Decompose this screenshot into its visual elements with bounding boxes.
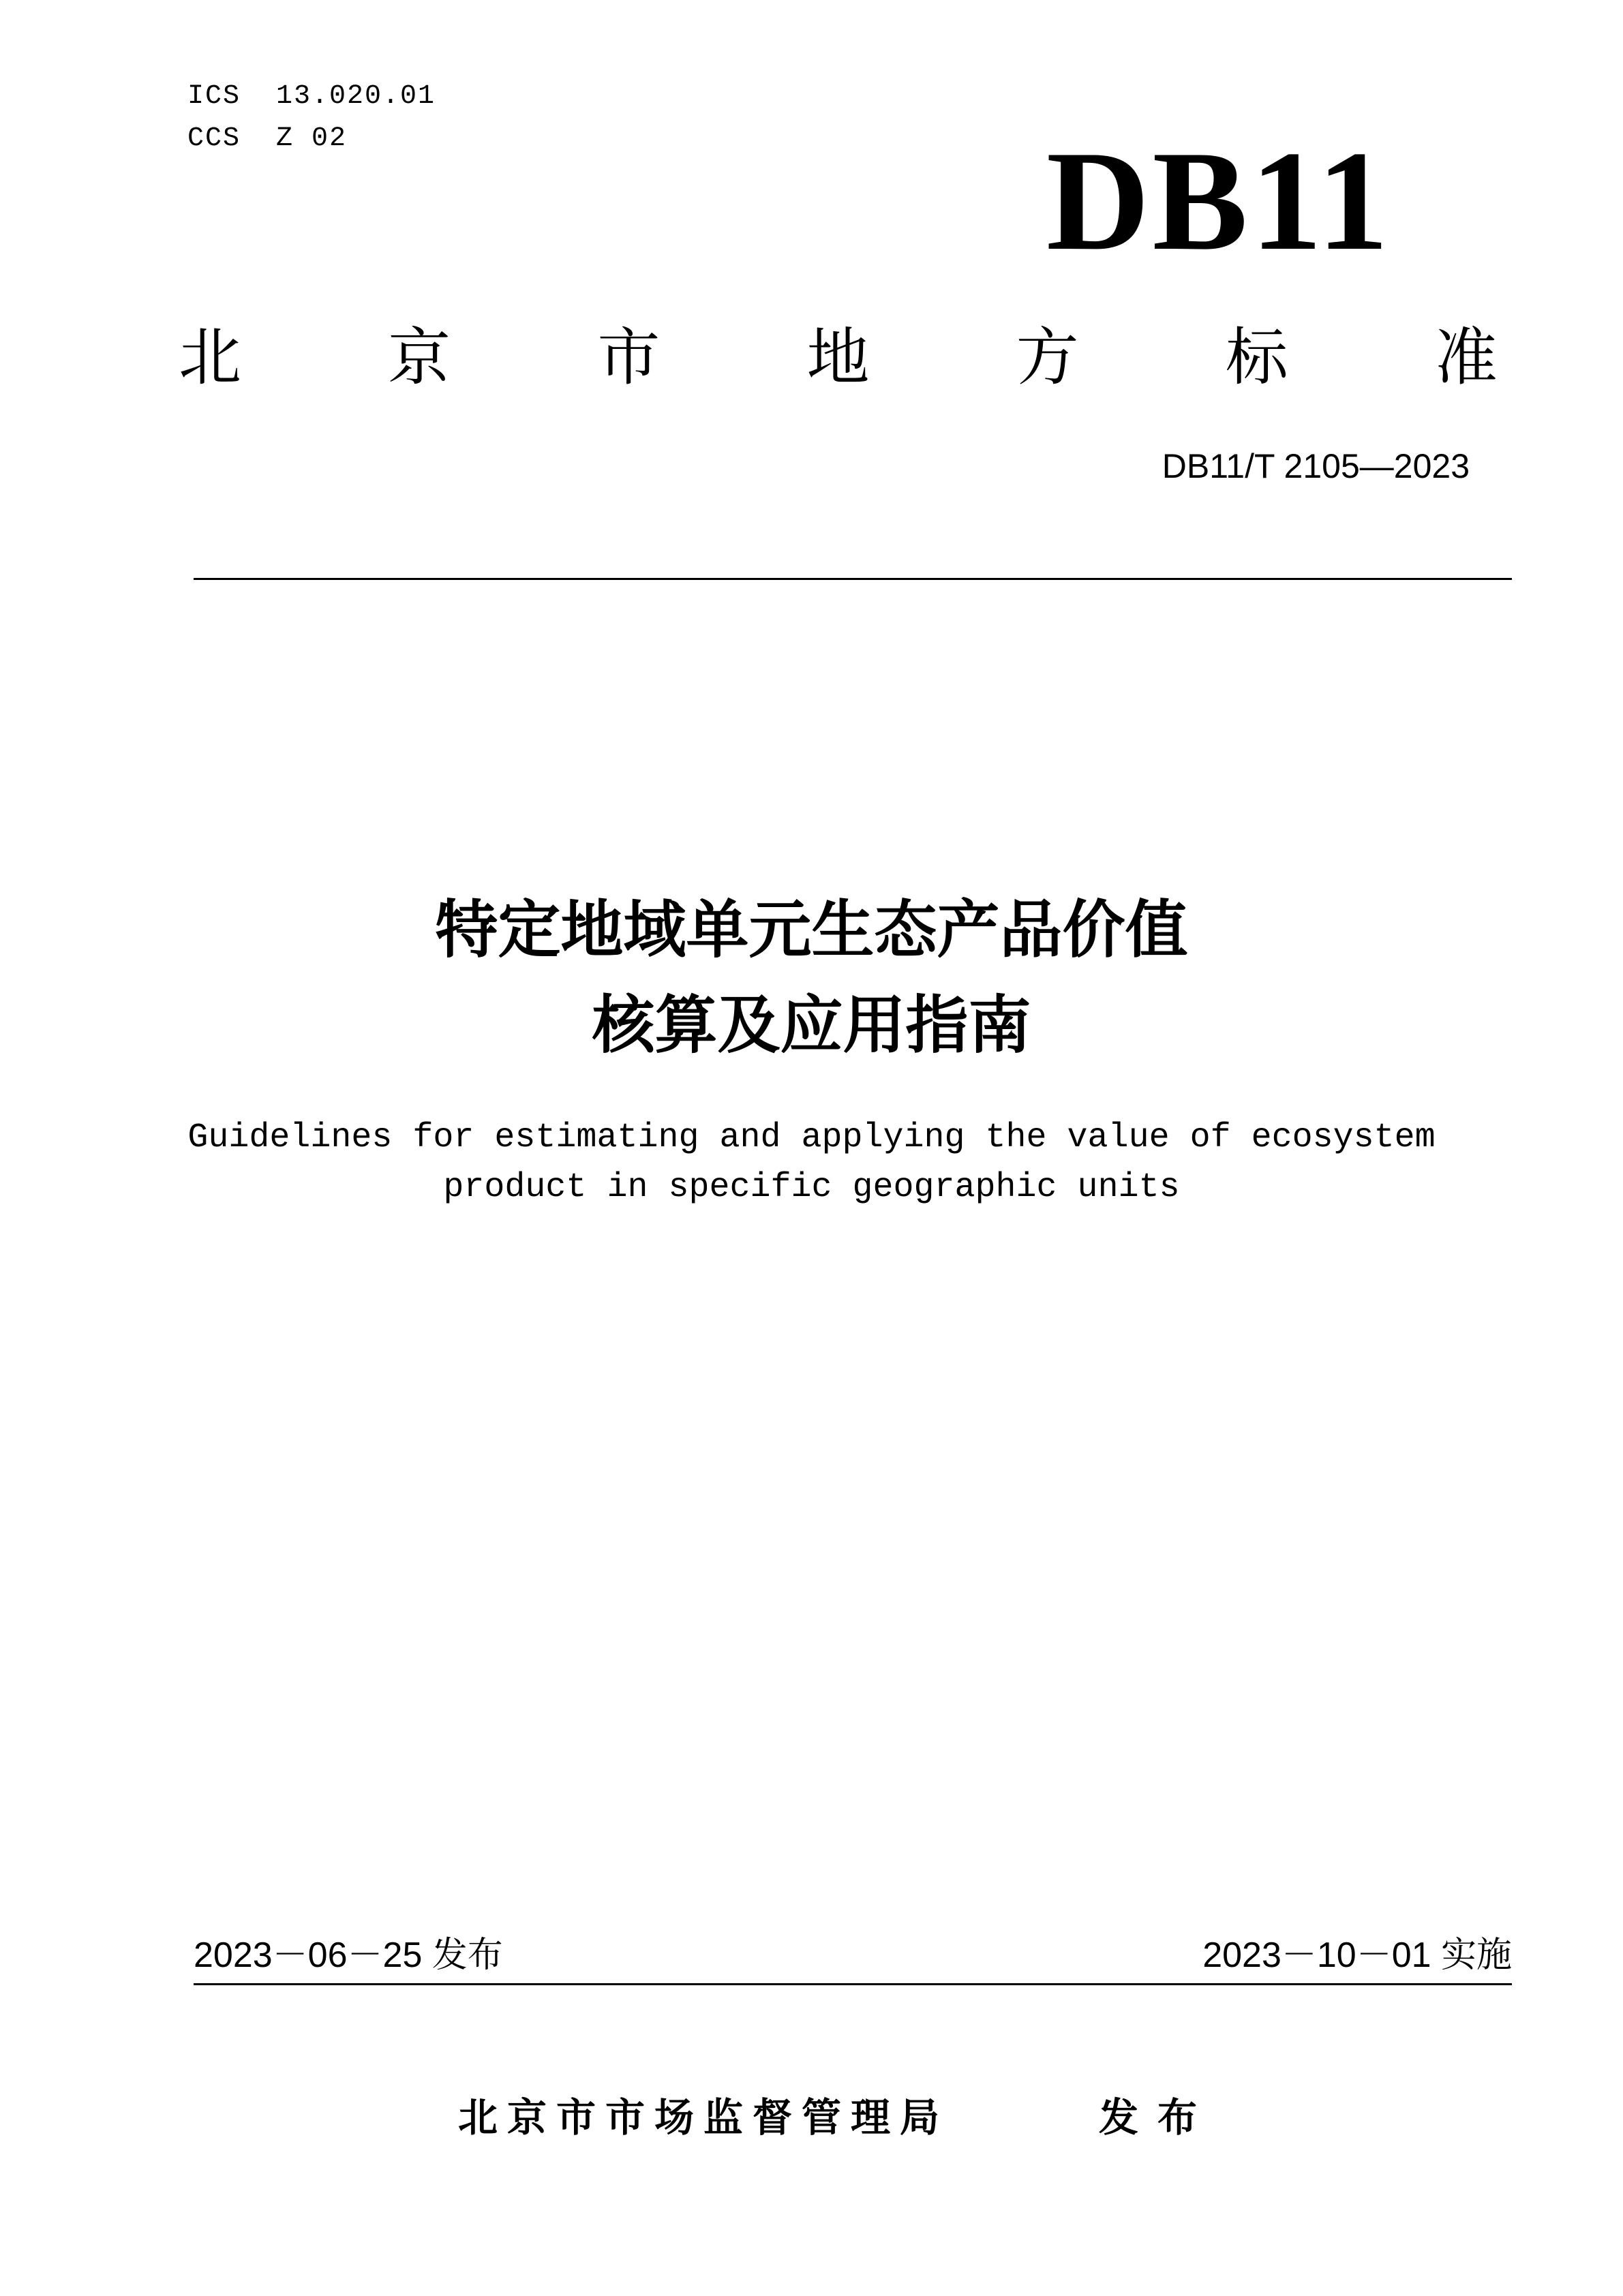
implementation-date: 2023－10－01 实施 [1202,1935,1512,1975]
standard-type-char: 方 [1016,321,1079,394]
header-divider [194,578,1512,580]
publish-label: 发布 [1099,2094,1217,2141]
standard-type-char: 地 [806,321,870,394]
ccs-code: CCS Z 02 [187,123,348,154]
english-title-line-2: product in specific geographic units [443,1168,1180,1207]
issue-date: 2023－06－25 发布 [194,1935,503,1975]
chinese-title-line-1: 特定地域单元生态产品价值 [435,893,1188,966]
db11-logo: DB11 [1046,122,1391,280]
chinese-title-line-2: 核算及应用指南 [592,989,1031,1062]
ics-code: ICS 13.020.01 [187,81,436,112]
standard-number: DB11/T 2105—2023 [1162,447,1470,485]
standard-type-heading [179,320,1498,395]
standard-type-char: 标 [1225,321,1288,394]
english-title-line-1: Guidelines for estimating and applying the value of ecosystem [187,1118,1436,1157]
standard-type-char: 京 [388,321,451,394]
publisher-name: 北京市市场监督管理局 [458,2094,950,2141]
standard-type-char: 准 [1434,321,1498,394]
footer-divider [194,1983,1512,1985]
standard-type-char: 北 [179,321,242,394]
standard-type-char: 市 [597,321,661,394]
